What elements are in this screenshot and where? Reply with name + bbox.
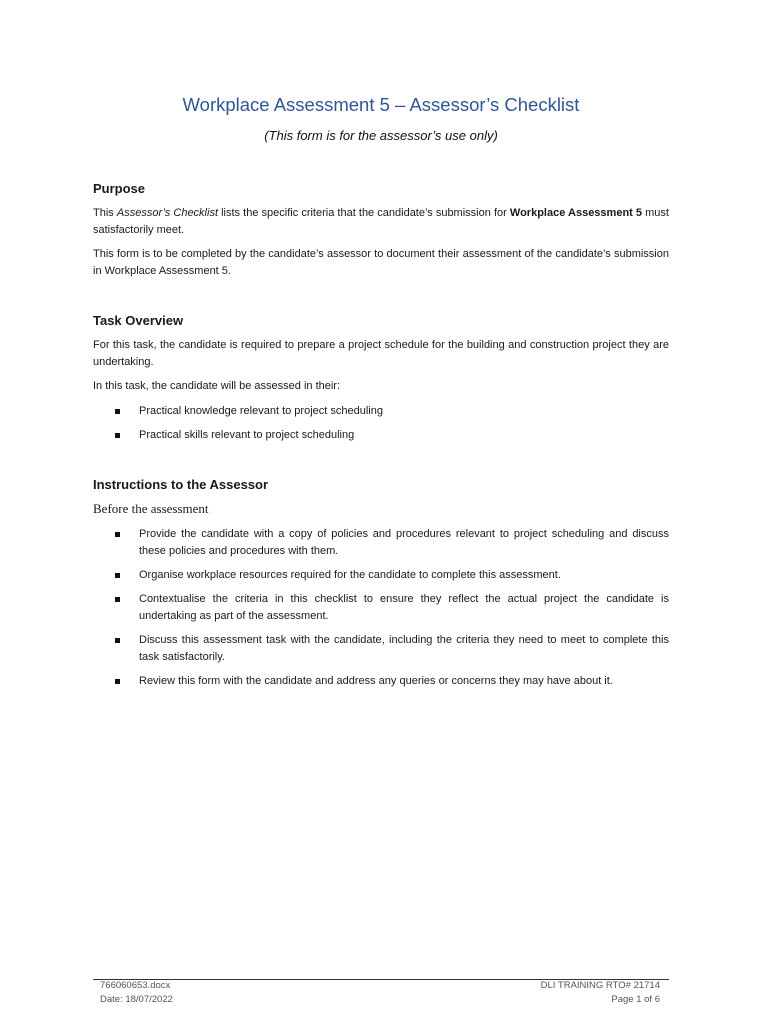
bullet-icon (115, 433, 120, 438)
instructions-bullet-list (93, 526, 669, 690)
purpose-paragraph-2: This form is to be completed by the candidate’s assessor to document their assessment of the candidate’s submission in Workplace Assessment 5. (93, 248, 669, 277)
bullet-icon (115, 679, 120, 684)
list-item (93, 591, 669, 625)
purpose-p1-pre: This (93, 207, 117, 219)
bullet-text: Discuss this assessment task with the candidate, including the criteria they need to meet to complete this task satisfactorily. (139, 634, 669, 663)
bullet-icon (115, 573, 120, 578)
document-title: Workplace Assessment 5 – Assessor’s Checklist (182, 94, 580, 115)
bullet-icon (115, 532, 120, 537)
footer-date: Date: 18/07/2022 (100, 994, 173, 1005)
bullet-icon (115, 597, 120, 602)
bullet-text: Practical knowledge relevant to project scheduling (139, 405, 383, 417)
bullet-text: Organise workplace resources required for the candidate to complete this assessment. (139, 569, 561, 581)
list-item (93, 567, 669, 584)
purpose-p1-mid: lists the specific criteria that the candidate’s submission for (218, 207, 510, 219)
instructions-subheading: Before the assessment (93, 501, 209, 516)
purpose-p1-italic: Assessor’s Checklist (116, 207, 219, 219)
list-item (93, 632, 669, 666)
footer-organisation: DLI TRAINING RTO# 21714 (540, 980, 660, 991)
document-subtitle: (This form is for the assessor’s use only) (264, 128, 498, 143)
list-item (93, 427, 669, 444)
document-page (93, 0, 669, 1024)
task-overview-heading: Task Overview (93, 313, 184, 328)
bullet-text: Provide the candidate with a copy of policies and procedures relevant to project scheduling and discuss these policies and procedures with them. (139, 528, 669, 557)
bullet-icon (115, 638, 120, 643)
list-item (93, 673, 669, 690)
bullet-text: Contextualise the criteria in this checklist to ensure they reflect the actual project the candidate is undertaking as part of the assessment. (139, 593, 669, 622)
purpose-p1-post: must satisfactorily meet. (93, 207, 669, 236)
bullet-icon (115, 409, 120, 414)
footer-page-number: Page 1 of 6 (611, 994, 660, 1005)
footer-filename: 766060653.docx (100, 980, 171, 991)
list-item (93, 526, 669, 560)
task-overview-bullet-list (93, 403, 669, 444)
purpose-heading: Purpose (93, 181, 146, 196)
task-overview-paragraph-1: For this task, the candidate is required to prepare a project schedule for the building and construction project they are undertaking. (93, 339, 669, 368)
purpose-paragraph-1 (93, 205, 669, 239)
instructions-heading: Instructions to the Assessor (93, 477, 269, 492)
purpose-p1-bold: Workplace Assessment 5 (509, 207, 643, 219)
bullet-text: Practical skills relevant to project scheduling (139, 429, 355, 441)
list-item (93, 403, 669, 420)
bullet-text: Review this form with the candidate and address any queries or concerns they may have about it. (139, 675, 613, 687)
task-overview-paragraph-2: In this task, the candidate will be assessed in their: (93, 380, 341, 392)
